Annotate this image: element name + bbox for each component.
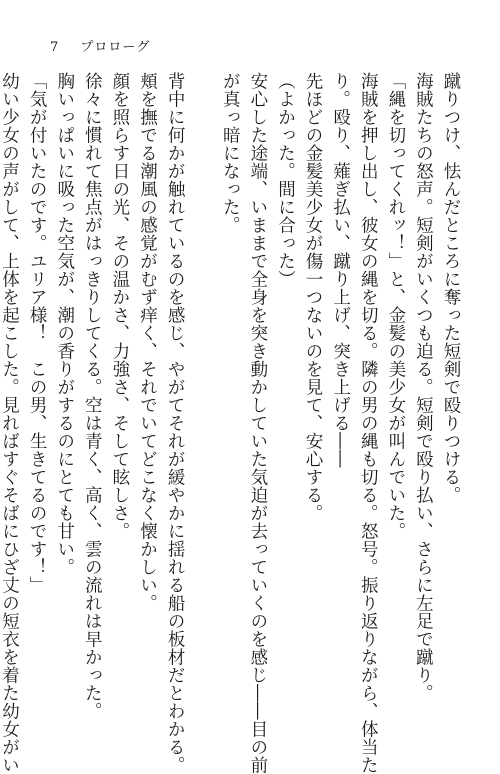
text-line: 安心した途端、いままで全身を突き動かしていた気迫が去っていくのを感じ――目の前	[247, 72, 268, 774]
text-line: 「縄を切ってくれッ！」と、金髪の美少女が叫んでいた。	[385, 72, 406, 540]
blank-line	[188, 72, 216, 692]
page-number: 7	[50, 40, 60, 55]
text-line: 幼い少女の声がして、上体を起こした。見ればすぐそばにひざ丈の短衣を着た幼女がい	[0, 72, 20, 774]
text-line: 頬を撫でる潮風の感覚がむず痒く、それでいてどこなく懐かしい。	[137, 72, 158, 612]
text-line: 背中に何かが触れているのを感じ、やがてそれが緩やかに揺れる船の板材だとわかる。	[165, 72, 186, 774]
text-line: 海賊たちの怒声。短剣がいくつも迫る。短剣で殴り払い、さらに左足で蹴り。	[413, 72, 434, 702]
vertical-text-body	[0, 72, 500, 774]
text-line: 胸いっぱいに吸った空気が、潮の香りがするのにとても甘い。	[54, 72, 75, 576]
text-line: （よかった。間に合った）	[275, 72, 296, 288]
text-line: 顔を照らす日の光、その温かさ、力強さ、そして眩しさ。	[109, 72, 130, 540]
text-line: 「気が付いたのです。ユリア様！ この男、生きてるのです！」	[27, 72, 48, 594]
text-line: 海賊を押し出し、彼女の縄を切る。隣の男の縄も切る。怒号。振り返りながら、体当た	[358, 72, 379, 774]
text-line: り。殴り、薙ぎ払い、蹴り上げ、突き上げる――	[330, 72, 351, 468]
chapter-title: プロローグ	[80, 40, 151, 55]
text-line: 蹴りつけ、怯んだところに奪った短剣で殴りつける。	[441, 72, 461, 504]
text-line: が真っ暗になった。	[220, 72, 241, 234]
text-line: 徐々に慣れて焦点がはっきりしてくる。空は青く、高く、雲の流れは早かった。	[82, 72, 103, 720]
page-header	[50, 36, 150, 55]
text-line: 先ほどの金髪美少女が傷一つないのを見て、安心する。	[303, 72, 324, 522]
